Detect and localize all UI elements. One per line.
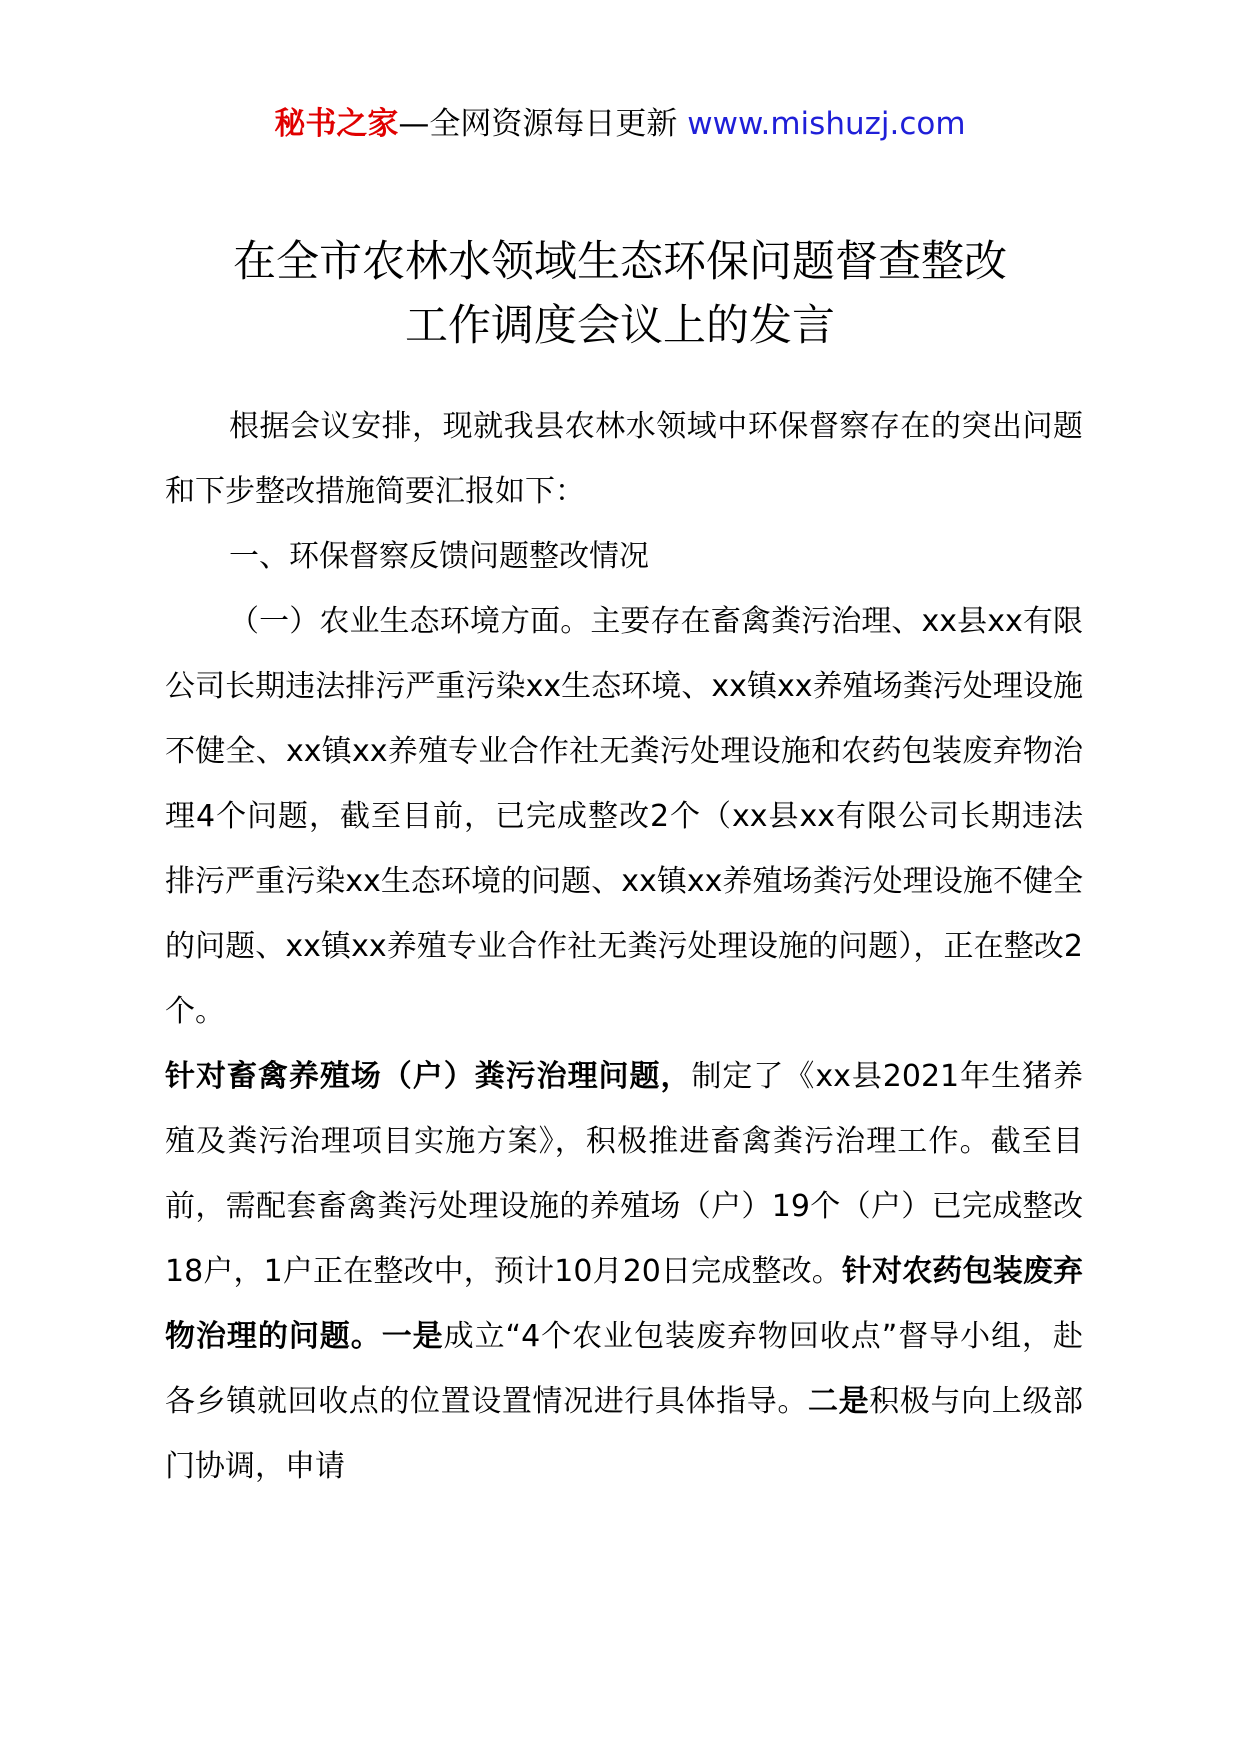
text-pesticide: 成立“4个农业包装废弃物回收点”督导小组，赴各乡镇就回收点的位置设置情况进行具体指导。	[165, 1319, 1084, 1419]
text-second: 积极与向上级部门协调，申请	[165, 1384, 1084, 1484]
subsection-paragraph: （一）农业生态环境方面。主要存在畜禽粪污治理、xx县xx有限公司长期违法排污严重污染xx生态环境、xx镇xx养殖场粪污处理设施不健全、xx镇xx养殖专业合作社无粪污处理设施和农药包装废弃物治理4个问题，截至目前，已完成整改2个（xx县xx有限公司长期违法排污严重污染xx生态环境的问题、xx镇xx养殖场粪污处理设施不健全的问题、xx镇xx养殖专业合作社无粪污处理设施的问题），正在整改2个。	[165, 604, 1083, 1029]
site-url-link[interactable]: www.mishuzj.com	[687, 106, 966, 142]
title-line-2: 工作调度会议上的发言	[405, 301, 835, 351]
intro-paragraph: 根据会议安排，现就我县农林水领域中环保督察存在的突出问题和下步整改措施简要汇报如下：	[165, 409, 1083, 509]
site-header	[0, 102, 1240, 146]
measures-paragraph	[165, 1044, 1083, 1499]
document-title	[0, 230, 1240, 358]
section-heading: 一、环保督察反馈问题整改情况	[229, 539, 649, 574]
site-slogan: —全网资源每日更新	[398, 106, 688, 142]
bold-lead-livestock: 针对畜禽养殖场（户）粪污治理问题，	[165, 1059, 692, 1094]
title-line-1: 在全市农林水领域生态环保问题督查整改	[233, 237, 1007, 287]
document-body	[165, 394, 1083, 1499]
text-livestock: 制定了《xx县2021年生猪养殖及粪污治理项目实施方案》，积极推进畜禽粪污治理工作。截至目前，需配套畜禽粪污处理设施的养殖场（户）19个（户）已完成整改18户，1户正在整改中，预计10月20日完成整改。	[165, 1059, 1084, 1289]
bold-lead-pesticide: 针对农药包装废弃物治理的问题。一是	[165, 1254, 1084, 1354]
brand-name: 秘书之家	[274, 106, 399, 142]
bold-lead-second: 二是	[808, 1384, 870, 1419]
